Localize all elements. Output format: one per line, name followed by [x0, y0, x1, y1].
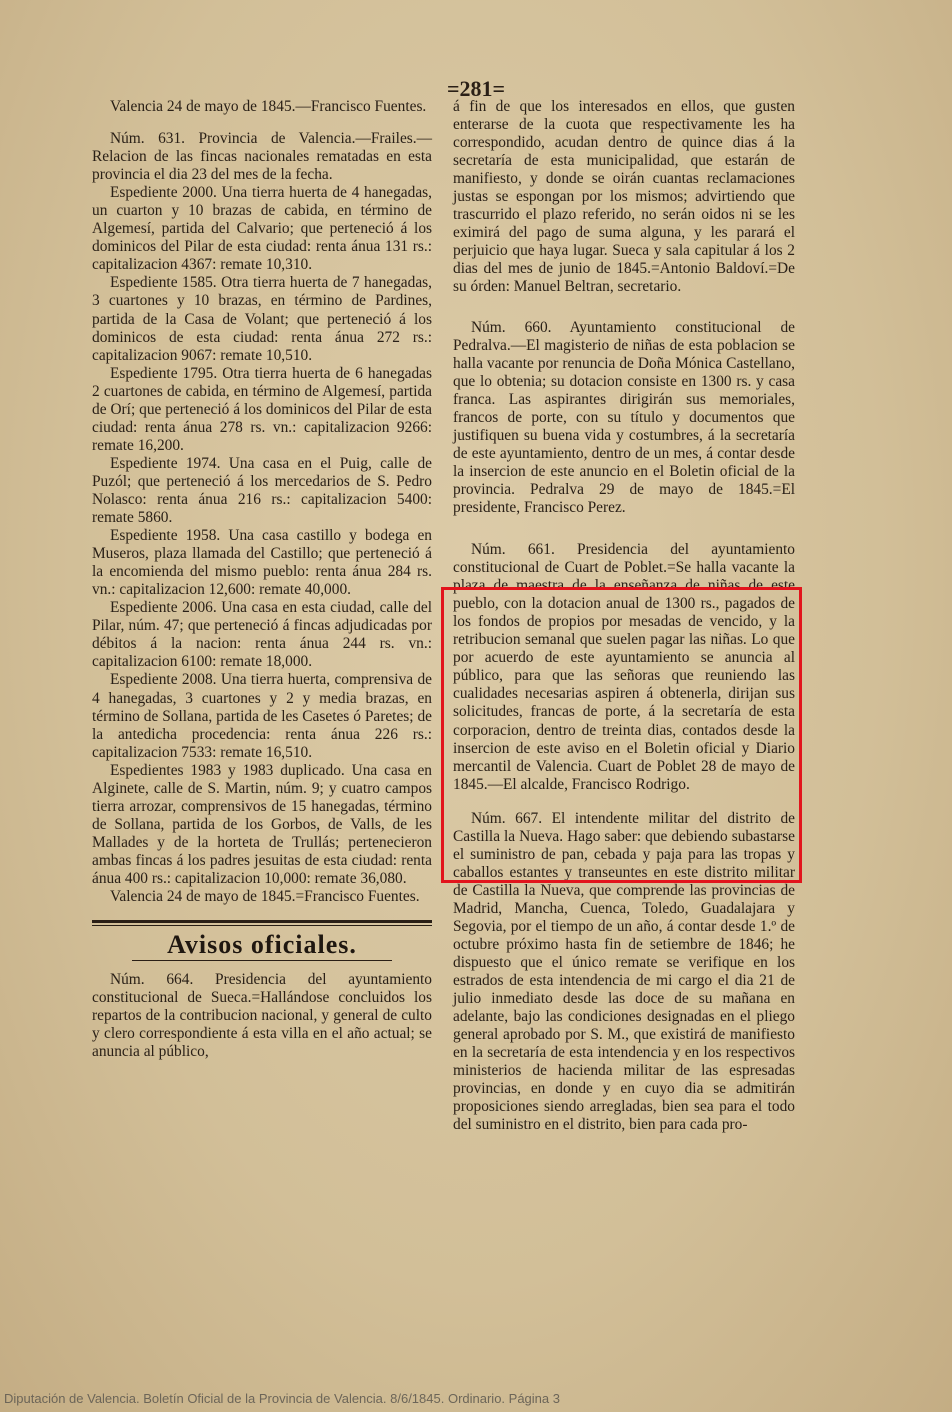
right-paragraph: á fin de que los interesados en ellos, que gusten enterarse de la cuota que respectivamente les ha correspondido, acudan dentro de quince dias á la secretaría de esta municipalidad, que estarán de manifiesto, y donde se oirán cuantas reclamaciones justas se espongan por los mismos; advirtiendo que trascurrido el plazo referido, no serán oidos ni se les eximirá del pago de suma alguna, y les parará el perjuicio que haya lugar. Sueca y sala capitular á los 2 dias del mes de junio de 1845.=Antonio Baldoví.=De su órden: Manuel Beltran, secretario.	[453, 98, 795, 296]
left-paragraph: Espediente 1795. Otra tierra huerta de 6 hanegadas 2 cuartones de cabida, en término de Algemesí, partida de Orí; que perteneció á los dominicos del Pilar de esta ciudad: renta ánua 278 rs. vn.: capitalizacion 9266: remate 16,200.	[92, 364, 432, 454]
page-number: =281=	[446, 76, 506, 101]
left-paragraph: Núm. 631. Provincia de Valencia.—Frailes.—Relacion de las fincas nacionales rematadas en esta provincia el dia 23 del mes de la fecha.	[92, 130, 432, 184]
left-paragraph: Espediente 2008. Una tierra huerta, comprensiva de 4 hanegadas, 3 cuartones y 2 y media brazas, en término de Sollana, partida de les Casetes ó Paretes; de la antedicha procedencia: renta ánua 226 rs.: capitalizacion 7533: remate 16,510.	[92, 671, 432, 761]
left-paragraph: Espediente 1958. Una casa castillo y bodega en Museros, plaza llamada del Castillo; que perteneció á la encomienda del mismo pueblo: renta ánua 284 rs. vn.: capitalizacion 12,600: remate 40,000.	[92, 527, 432, 599]
highlight-box	[441, 587, 802, 883]
title-underline	[132, 960, 392, 961]
left-paragraph: Núm. 664. Presidencia del ayuntamiento constitucional de Sueca.=Hallándose concluidos los repartos de la contribucion nacional, y general de culto y clero correspondiente á esta villa en el año actual; se anuncia al público,	[92, 971, 432, 1061]
right-paragraph: Núm. 667. El intendente militar del distrito de Castilla la Nueva. Hago saber: que debiendo subastarse el suministro de pan, cebada y paja para las tropas y caballos estantes y transeuntes en este distrito militar de Castilla la Nueva, que comprende las provincias de Madrid, Mancha, Cuenca, Toledo, Guadalajara y Segovia, por el tiempo de un año, á contar desde 1.º de octubre próximo hasta fin de setiembre de 1846; he dispuesto que el único remate se verifique en los estrados de esta intendencia de mi cargo el dia 21 de julio inmediato desde las doce de su mañana en adelante, bajo las condiciones designadas en el pliego general aprobado por S. M., que existirá de manifiesto en la secretaría de esta intendencia y en los respectivos ministerios de hacienda militar de las espresadas provincias, en donde y en cuyo dia se admitirán proposiciones siendo arregladas, bien sea para el todo del suministro en el distrito, bien para cada pro-	[453, 809, 795, 1134]
left-paragraph: Valencia 24 de mayo de 1845.=Francisco Fuentes.	[110, 888, 420, 906]
footer-caption: Diputación de Valencia. Boletín Oficial de la Provincia de Valencia. 8/6/1845. Ordinario. Página 3	[4, 1391, 560, 1406]
highlighted-notice: Núm. 661. Presidencia del ayuntamiento constitucional de Cuart de Poblet.=Se halla vacante la plaza de maestra de la enseñanza de niñas de este pueblo, con la dotacion anual de 1300 rs., pagados de los fondos de propios por mesadas de vencido, y la retribucion semanal que suelen pagar las niñas. Lo que por acuerdo de este ayuntamiento se anuncia al público, para que las señoras que reuniendo las cualidades necesarias aspiren á obtenerla, dirijan sus solicitudes, francas de porte, á la secretaría de esta corporacion, dentro de treinta dias, contados desde la insercion de este aviso en el Boletin oficial y Diario mercantil de Valencia. Cuart de Poblet 28 de mayo de 1845.—El alcalde, Francisco Rodrigo.	[453, 541, 795, 793]
left-paragraph: Espediente 2006. Una casa en esta ciudad, calle del Pilar, núm. 47; que perteneció á fincas adjudicadas por débitos á la nacion: renta ánua 244 rs. vn.: capitalizacion 6100: remate 18,000.	[92, 599, 432, 671]
left-paragraph: Espediente 1974. Una casa en el Puig, calle de Puzól; que perteneció á los mercedarios de S. Pedro Nolasco: renta ánua 216 rs.: capitalizacion 5400: remate 5860.	[92, 454, 432, 527]
right-paragraph: Núm. 660. Ayuntamiento constitucional de Pedralva.—El magisterio de niñas de esta poblacion se halla vacante por renuncia de Doña Mónica Castellano, que lo obtenia; su dotacion consiste en 1300 rs. y casa franca. Las aspirantes dirigirán sus memoriales, francos de porte, con su título y documentos que justifiquen su buena vida y costumbres, á la secretaría de este ayuntamiento, dentro de un mes, á contar desde la insercion de este anuncio en el Boletin oficial de la provincia. Pedralva 29 de mayo de 1845.=El presidente, Francisco Perez.	[453, 318, 795, 516]
left-paragraph: Espediente 1585. Otra tierra huerta de 7 hanegadas, 3 cuartones y 10 brazas, en término de Pardines, partida de la Casa de Volant; que perteneció á los dominicos de esta ciudad: renta ánua 272 rs.: capitalizacion 9067: remate 10,510.	[92, 274, 432, 364]
section-title: Avisos oficiales.	[167, 930, 357, 960]
left-paragraph: Espediente 2000. Una tierra huerta de 4 hanegadas, un cuarton y 10 brazas de cabida, en término de Algemesí, partida del Calvario; que perteneció á los dominicos del Pilar de esta ciudad: renta ánua 131 rs.: capitalizacion 4367: remate 10,310.	[92, 184, 432, 274]
left-column	[92, 98, 432, 1061]
left-paragraph: Espedientes 1983 y 1983 duplicado. Una casa en Alginete, calle de S. Martin, núm. 9; y cuatro campos tierra arrozar, comprensivos de 15 hanegadas, término de Sollana, partida de los Gorbos, de Valls, de les Mallades y de la horteta de Trullás; pertenecieron ambas fincas á los padres jesuitas de esta ciudad: renta ánua 400 rs.: capitalizacion 10,000: remate 36,080.	[92, 761, 432, 887]
section-divider	[92, 920, 432, 926]
left-paragraph: Valencia 24 de mayo de 1845.—Francisco Fuentes.	[110, 98, 427, 115]
